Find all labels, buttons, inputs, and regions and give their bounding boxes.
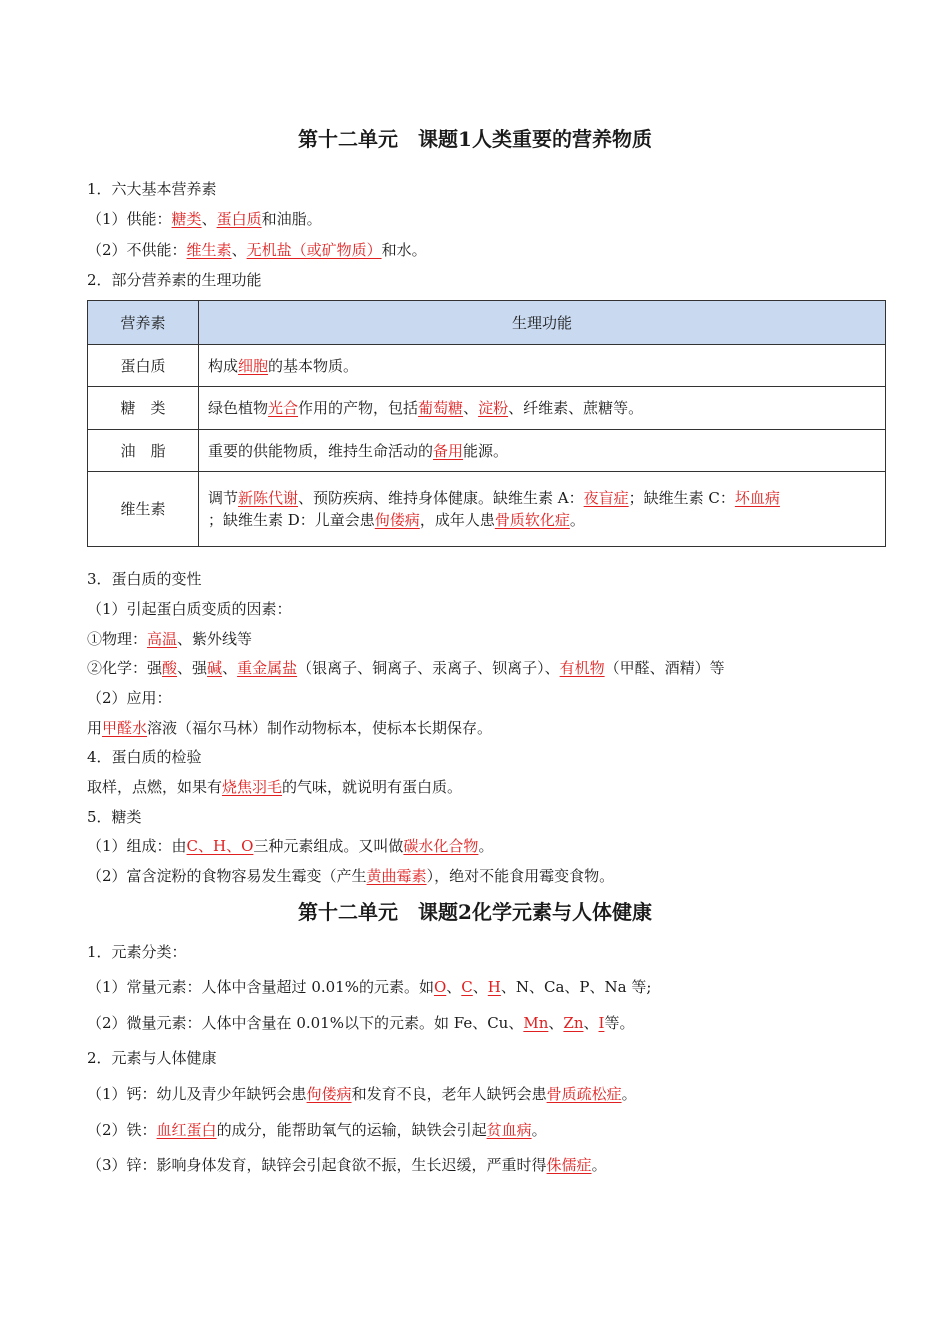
answer-photosynthesis: 光合 xyxy=(268,399,299,417)
answer-anemia: 贫血病 xyxy=(486,1121,532,1139)
answer-reserve: 备用 xyxy=(433,441,464,460)
section-heading-denaturation: 3．蛋白质的变性 xyxy=(87,570,202,588)
unit-title-2: 第十二单元 课题2化学元素与人体健康 xyxy=(298,900,652,924)
answer-c: C xyxy=(461,978,473,996)
table-row-protein-name: 蛋白质 xyxy=(120,356,166,375)
answer-o: O xyxy=(433,978,447,996)
answer-acid: 酸 xyxy=(162,659,178,677)
answer-hemoglobin: 血红蛋白 xyxy=(156,1121,217,1139)
table-row-sugar-name: 糖 类 xyxy=(120,399,166,417)
answer-sugar: 糖类 xyxy=(171,210,202,228)
line-iron: （2）铁：血红蛋白的成分，能帮助氧气的运输，缺铁会引起贫血病。 xyxy=(87,1121,547,1139)
line-calcium: （1）钙：幼儿及青少年缺钙会患佝偻病和发育不良，老年人缺钙会患骨质疏松症。 xyxy=(87,1085,637,1103)
line-no-energy: （2）不供能：维生素、无机盐（或矿物质）和水。 xyxy=(87,241,427,259)
line-trace-elements: （2）微量元素：人体中含量在 0.01%以下的元素。如 Fe、Cu、Mn、Zn、I等。 xyxy=(87,1014,635,1032)
table-header-function: 生理功能 xyxy=(199,301,885,344)
table-row-vitamin-name: 维生素 xyxy=(120,500,166,518)
answer-cho: C、H、O xyxy=(186,837,254,855)
answer-carbohydrate: 碳水化合物 xyxy=(403,837,479,855)
answer-osteomalacia: 骨质软化症 xyxy=(494,511,570,529)
unit-title-1: 第十二单元 课题1人类重要的营养物质 xyxy=(298,127,652,151)
answer-aflatoxin: 黄曲霉素 xyxy=(366,867,427,885)
line-moldy-food: （2）富含淀粉的食物容易发生霉变（产生黄曲霉素），绝对不能食用霉变食物。 xyxy=(87,867,615,885)
table-row-vitamin-function: 调节新陈代谢、预防疾病、维持身体健康。缺维生素 A：夜盲症；缺维生素 C：坏血病 ；缺维生素 D：儿童会患佝偻病，成年人患骨质软化症。 xyxy=(208,489,780,529)
answer-base: 碱 xyxy=(207,659,223,677)
answer-starch: 淀粉 xyxy=(478,399,509,417)
table-row-sugar-function: 绿色植物 光合 作用的产物，包括 葡萄糖 、 淀粉 、纤维素、蔗糖等。 xyxy=(208,399,644,417)
answer-mn: Mn xyxy=(523,1014,549,1032)
line-protein-test: 取样，点燃，如果有烧焦羽毛的气味，就说明有蛋白质。 xyxy=(87,778,463,796)
table-row-fat-name: 油 脂 xyxy=(120,441,166,460)
answer-protein: 蛋白质 xyxy=(216,210,262,228)
line-energy-supply: （1）供能：糖类、蛋白质和油脂。 xyxy=(87,210,322,228)
answer-dwarfism: 侏儒症 xyxy=(546,1156,592,1174)
section-heading-functions: 2．部分营养素的生理功能 xyxy=(87,271,262,289)
answer-h: H xyxy=(487,978,501,996)
answer-vitamin: 维生素 xyxy=(186,241,232,259)
answer-scurvy: 坏血病 xyxy=(734,489,780,507)
answer-rickets: 佝偻病 xyxy=(374,511,420,529)
answer-organic: 有机物 xyxy=(559,659,605,677)
line-chemical-factors: ②化学：强酸、强碱、重金属盐（银离子、铜离子、汞离子、钡离子）、有机物（甲醛、酒精）等 xyxy=(87,659,725,677)
answer-night-blindness: 夜盲症 xyxy=(583,489,629,507)
section-heading-protein-test: 4．蛋白质的检验 xyxy=(87,748,202,766)
answer-cell: 细胞 xyxy=(238,356,269,375)
line-macro-elements: （1）常量元素：人体中含量超过 0.01%的元素。如O、C、H、N、Ca、P、Na 等; xyxy=(87,978,652,996)
answer-formaldehyde: 甲醛水 xyxy=(102,719,148,737)
answer-high-temp: 高温 xyxy=(147,630,178,648)
section-heading-element-health: 2．元素与人体健康 xyxy=(87,1049,217,1067)
answer-zn: Zn xyxy=(563,1014,584,1032)
nutrient-function-table xyxy=(87,300,886,547)
answer-heavy-metal-salt: 重金属盐 xyxy=(237,659,298,677)
line-application: （2）应用： xyxy=(87,689,172,707)
answer-minerals: 无机盐（或矿物质） xyxy=(246,241,382,259)
line-formalin: 用甲醛水溶液（福尔马林）制作动物标本，使标本长期保存。 xyxy=(87,719,493,737)
table-row-protein-function: 构成 细胞 的基本物质。 xyxy=(208,356,359,375)
section-heading-element-classes: 1．元素分类： xyxy=(87,943,187,961)
answer-rickets-2: 佝偻病 xyxy=(306,1085,352,1103)
section-heading-nutrients: 1．六大基本营养素 xyxy=(87,180,217,198)
line-sugar-composition: （1）组成：由C、H、O三种元素组成。又叫做碳水化合物。 xyxy=(87,837,494,855)
section-heading-sugars: 5．糖类 xyxy=(87,808,142,826)
line-physical-factors: ①物理：高温、紫外线等 xyxy=(87,630,253,648)
answer-burnt-feather: 烧焦羽毛 xyxy=(222,778,283,796)
line-denaturation-factors: （1）引起蛋白质变质的因素： xyxy=(87,600,292,618)
line-zinc: （3）锌：影响身体发育，缺锌会引起食欲不振，生长迟缓，严重时得侏儒症。 xyxy=(87,1156,607,1174)
table-header-nutrient: 营养素 xyxy=(88,301,198,344)
answer-glucose: 葡萄糖 xyxy=(418,399,464,417)
answer-metabolism: 新陈代谢 xyxy=(238,489,299,507)
table-row-fat-function: 重要的供能物质，维持生命活动的 备用 能源。 xyxy=(208,441,509,460)
answer-i: I xyxy=(598,1014,605,1032)
answer-osteoporosis: 骨质疏松症 xyxy=(546,1085,622,1103)
